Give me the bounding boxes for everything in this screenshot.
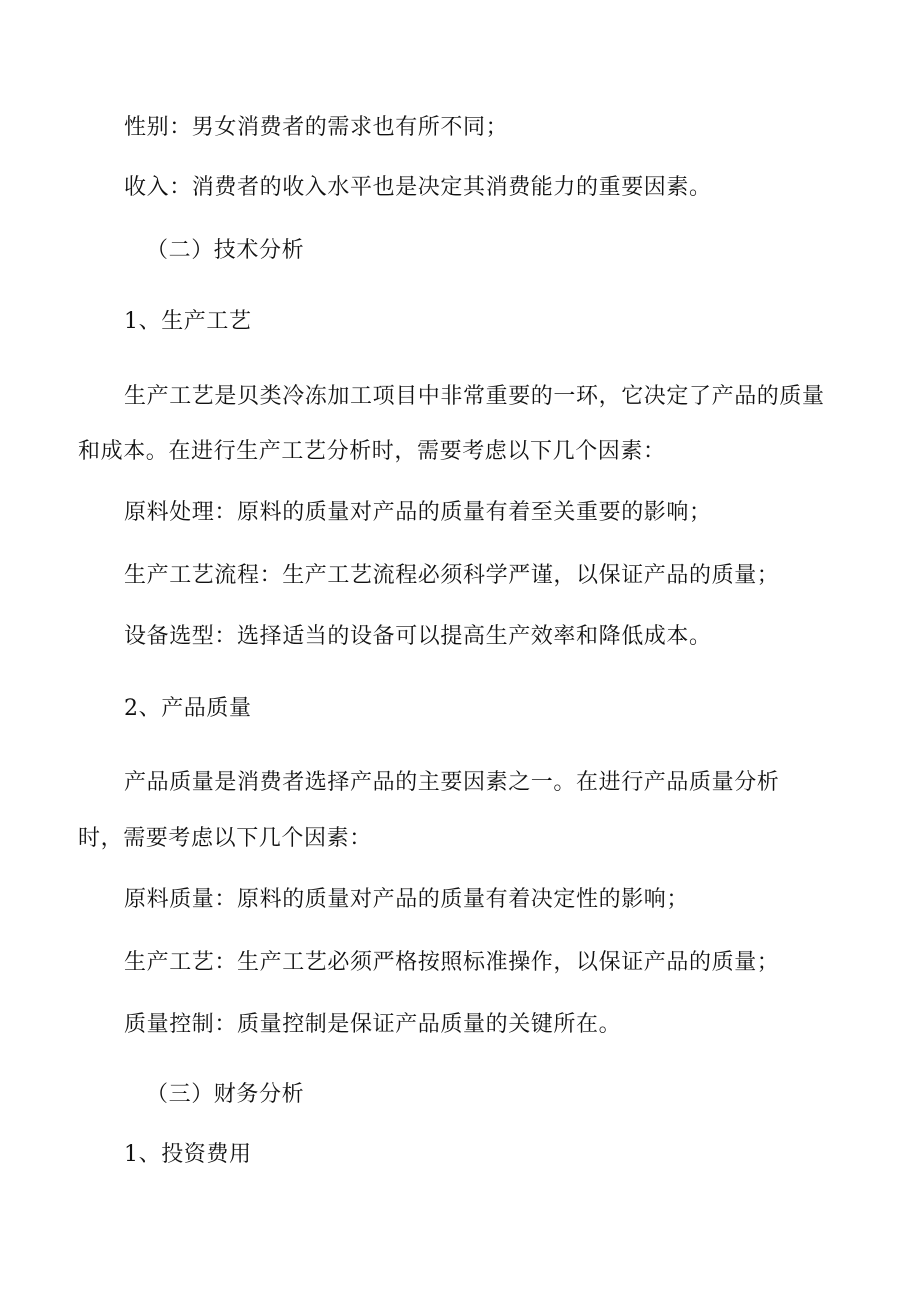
- text-line-quality-control: 质量控制：质量控制是保证产品质量的关键所在。: [124, 1012, 622, 1037]
- subsection-heading-production-process: 1、生产工艺: [124, 309, 252, 334]
- text-line-raw-material-processing: 原料处理：原料的质量对产品的质量有着至关重要的影响；: [124, 500, 712, 525]
- paragraph-production-process-line-1: 生产工艺是贝类冷冻加工项目中非常重要的一环，它决定了产品的质量: [124, 384, 825, 409]
- paragraph-production-process-line-2: 和成本。在进行生产工艺分析时，需要考虑以下几个因素：: [78, 439, 666, 464]
- text-line-raw-material-quality: 原料质量：原料的质量对产品的质量有着决定性的影响；: [124, 887, 690, 912]
- section-heading-financial-analysis: （三）财务分析: [146, 1082, 305, 1107]
- text-line-equipment-selection: 设备选型：选择适当的设备可以提高生产效率和降低成本。: [124, 624, 712, 649]
- text-line-income: 收入：消费者的收入水平也是决定其消费能力的重要因素。: [124, 175, 712, 200]
- text-line-process-flow: 生产工艺流程：生产工艺流程必须科学严谨，以保证产品的质量；: [124, 563, 780, 588]
- subsection-heading-investment-cost: 1、投资费用: [124, 1142, 252, 1167]
- text-line-gender: 性别：男女消费者的需求也有所不同；: [124, 115, 509, 140]
- paragraph-product-quality-line-2: 时，需要考虑以下几个因素：: [78, 826, 372, 851]
- paragraph-product-quality-line-1: 产品质量是消费者选择产品的主要因素之一。在进行产品质量分析: [124, 770, 780, 795]
- text-line-production-standard: 生产工艺：生产工艺必须严格按照标准操作，以保证产品的质量；: [124, 950, 780, 975]
- section-heading-technical-analysis: （二）技术分析: [146, 238, 305, 263]
- subsection-heading-product-quality: 2、产品质量: [124, 696, 252, 721]
